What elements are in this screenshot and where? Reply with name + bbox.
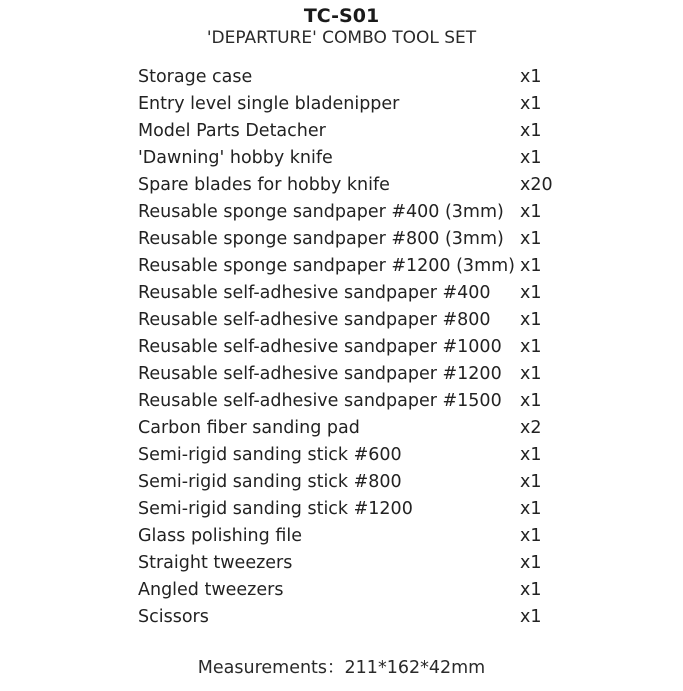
item-quantity: x2 (520, 418, 542, 438)
item-quantity: x1 (520, 67, 542, 87)
item-name: Semi-rigid sanding stick #1200 (138, 499, 413, 519)
product-title: 'DEPARTURE' COMBO TOOL SET (206, 28, 477, 48)
list-item (138, 334, 558, 361)
list-item (138, 577, 558, 604)
item-name: Angled tweezers (138, 580, 284, 600)
item-list (138, 64, 558, 631)
item-name: Reusable self-adhesive sandpaper #400 (138, 283, 491, 303)
list-item (138, 199, 558, 226)
item-quantity: x1 (520, 526, 542, 546)
item-quantity: x1 (520, 256, 542, 276)
item-quantity: x20 (520, 175, 553, 195)
product-code: TC-S01 (303, 5, 380, 27)
item-quantity: x1 (520, 148, 542, 168)
item-quantity: x1 (520, 202, 542, 222)
list-item (138, 226, 558, 253)
list-item (138, 523, 558, 550)
list-item (138, 442, 558, 469)
list-item (138, 91, 558, 118)
item-name: Model Parts Detacher (138, 121, 326, 141)
list-item (138, 118, 558, 145)
list-item (138, 415, 558, 442)
list-item (138, 469, 558, 496)
list-item (138, 361, 558, 388)
list-item (138, 145, 558, 172)
item-quantity: x1 (520, 445, 542, 465)
item-name: Semi-rigid sanding stick #800 (138, 472, 402, 492)
list-item (138, 550, 558, 577)
list-item (138, 64, 558, 91)
item-quantity: x1 (520, 391, 542, 411)
item-quantity: x1 (520, 499, 542, 519)
item-quantity: x1 (520, 364, 542, 384)
item-name: Reusable sponge sandpaper #800 (3mm) (138, 229, 504, 249)
item-name: Carbon fiber sanding pad (138, 418, 360, 438)
item-name: 'Dawning' hobby knife (138, 148, 333, 168)
item-quantity: x1 (520, 229, 542, 249)
item-quantity: x1 (520, 94, 542, 114)
item-name: Reusable self-adhesive sandpaper #800 (138, 310, 491, 330)
list-item (138, 280, 558, 307)
list-item (138, 307, 558, 334)
item-name: Reusable sponge sandpaper #1200 (3mm) (138, 256, 515, 276)
item-name: Spare blades for hobby knife (138, 175, 390, 195)
item-name: Reusable self-adhesive sandpaper #1000 (138, 337, 502, 357)
item-quantity: x1 (520, 472, 542, 492)
list-item (138, 172, 558, 199)
item-quantity: x1 (520, 337, 542, 357)
item-name: Entry level single bladenipper (138, 94, 400, 114)
list-item (138, 496, 558, 523)
item-quantity: x1 (520, 283, 542, 303)
item-quantity: x1 (520, 580, 542, 600)
item-name: Reusable sponge sandpaper #400 (3mm) (138, 202, 504, 222)
list-item (138, 253, 558, 280)
item-name: Semi-rigid sanding stick #600 (138, 445, 402, 465)
item-quantity: x1 (520, 310, 542, 330)
item-name: Straight tweezers (138, 553, 293, 573)
list-item (138, 388, 558, 415)
item-name: Reusable self-adhesive sandpaper #1200 (138, 364, 502, 384)
item-name: Glass polishing file (138, 526, 302, 546)
item-name: Scissors (138, 607, 209, 627)
list-item (138, 604, 558, 631)
measurements-text: Measurements：211*162*42mm (197, 658, 486, 678)
item-name: Reusable self-adhesive sandpaper #1500 (138, 391, 502, 411)
item-quantity: x1 (520, 121, 542, 141)
item-quantity: x1 (520, 553, 542, 573)
item-quantity: x1 (520, 607, 542, 627)
item-name: Storage case (138, 67, 253, 87)
